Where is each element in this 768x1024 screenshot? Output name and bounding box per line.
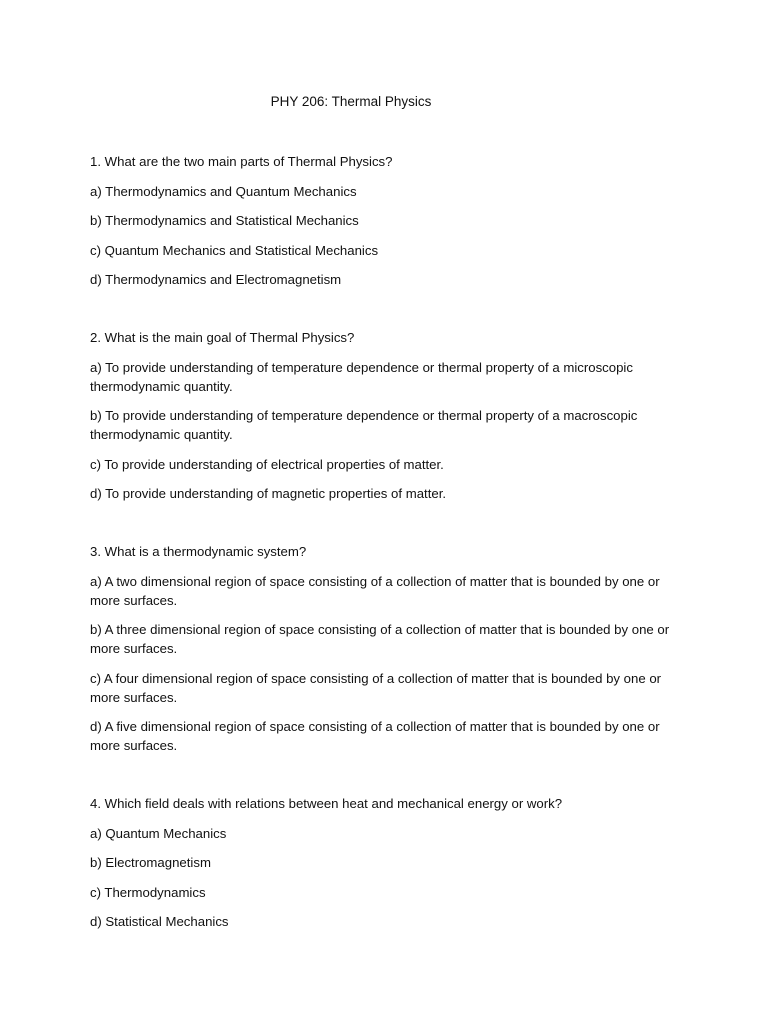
option-d: d) To provide understanding of magnetic properties of matter. — [90, 486, 447, 501]
question-text: 1. What are the two main parts of Thermal Physics? — [90, 154, 393, 169]
document-title: PHY 206: Thermal Physics — [270, 94, 432, 109]
option-a: a) To provide understanding of temperature dependence or thermal property of a microscopic thermodynamic quantity. — [90, 359, 633, 394]
question-list — [90, 152, 680, 931]
option-c: c) Thermodynamics — [90, 884, 206, 900]
question-4 — [90, 794, 680, 931]
option-a: a) Quantum Mechanics — [90, 825, 227, 841]
option-a: a) A two dimensional region of space consisting of a collection of matter that is bounded by one or more surfaces. — [90, 573, 660, 608]
option-b: b) A three dimensional region of space consisting of a collection of matter that is bounded by one or more surfaces. — [90, 622, 670, 656]
option-c: c) To provide understanding of electrical properties of matter. — [90, 456, 444, 472]
option-a: a) Thermodynamics and Quantum Mechanics — [90, 183, 357, 199]
question-text: 2. What is the main goal of Thermal Physics? — [90, 330, 355, 345]
option-b: b) To provide understanding of temperature dependence or thermal property of a macroscopic thermodynamic quantity. — [90, 408, 638, 442]
option-b: b) Thermodynamics and Statistical Mechanics — [90, 213, 359, 228]
option-d: d) A five dimensional region of space consisting of a collection of matter that is bounded by one or more surfaces. — [90, 719, 660, 753]
option-b: b) Electromagnetism — [90, 855, 211, 870]
option-c: c) A four dimensional region of space consisting of a collection of matter that is bounded by one or more surfaces. — [90, 670, 662, 705]
option-c: c) Quantum Mechanics and Statistical Mechanics — [90, 242, 379, 258]
question-3 — [90, 542, 680, 755]
question-text: 3. What is a thermodynamic system? — [90, 544, 307, 559]
option-d: d) Statistical Mechanics — [90, 914, 229, 929]
option-d: d) Thermodynamics and Electromagnetism — [90, 272, 342, 287]
question-1 — [90, 152, 680, 289]
question-2 — [90, 328, 680, 503]
question-text: 4. Which field deals with relations between heat and mechanical energy or work? — [90, 796, 563, 811]
